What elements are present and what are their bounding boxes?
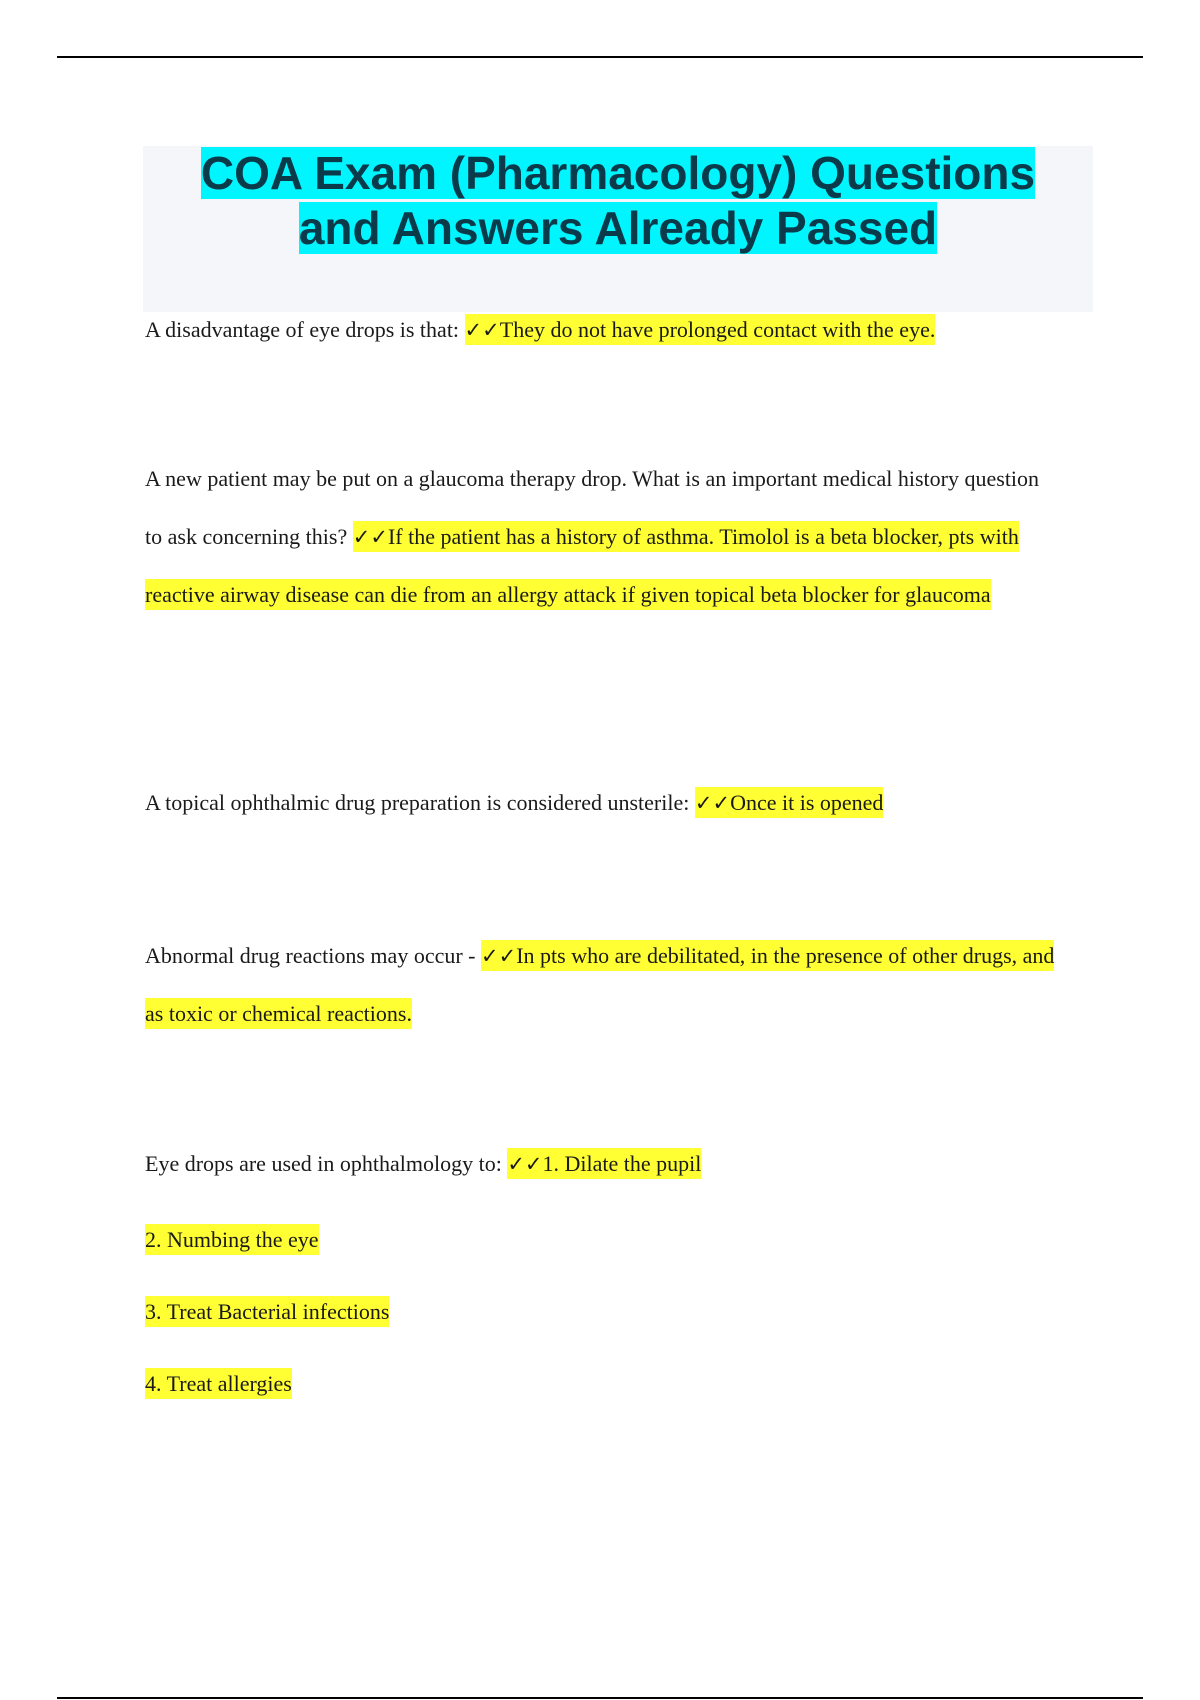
answer-text: 3. Treat Bacterial infections — [145, 1296, 389, 1327]
answer-list-item — [145, 1297, 389, 1327]
check-mark-icon: ✓✓ — [481, 944, 517, 968]
answer-text: 1. Dilate the pupil — [542, 1151, 702, 1176]
answer-list-item — [145, 1225, 319, 1255]
qa-item-4 — [145, 927, 1065, 1043]
qa-item-2 — [145, 450, 1045, 624]
header-rule — [57, 56, 1143, 58]
title-line-1: COA Exam (Pharmacology) Questions — [200, 147, 1036, 199]
qa-item-5 — [145, 1135, 1065, 1193]
check-mark-icon: ✓✓ — [352, 525, 388, 549]
title-line-2: and Answers Already Passed — [298, 202, 938, 254]
answer-text: 4. Treat allergies — [145, 1368, 292, 1399]
answer-text: In pts who are debilitated, in the presence of other drugs, and as toxic or chemical reactions. — [145, 943, 1055, 1026]
document-title — [143, 146, 1093, 256]
question-text: A topical ophthalmic drug preparation is considered unsterile: — [145, 790, 695, 815]
qa-item-1 — [145, 301, 1065, 359]
check-mark-icon: ✓✓ — [464, 318, 500, 342]
answer-highlight — [507, 1148, 701, 1179]
answer-text: They do not have prolonged contact with the eye. — [499, 317, 936, 342]
answer-highlight — [465, 314, 936, 345]
check-mark-icon: ✓✓ — [694, 791, 731, 815]
question-text: A new patient may be put on a glaucoma therapy drop. What is an important medical history question to ask concerning this? — [145, 466, 1040, 549]
question-text: Abnormal drug reactions may occur - — [145, 943, 481, 968]
check-mark-icon: ✓✓ — [507, 1152, 543, 1176]
answer-text: If the patient has a history of asthma. Timolol is a beta blocker, pts with reactive airway disease can die from an allergy attack if given topical beta blocker for glaucoma — [145, 524, 1019, 607]
answer-text: 2. Numbing the eye — [145, 1224, 319, 1255]
answer-list-item — [145, 1369, 292, 1399]
question-text: A disadvantage of eye drops is that: — [145, 317, 465, 342]
title-block — [143, 146, 1093, 312]
answer-highlight — [695, 787, 884, 818]
question-text: Eye drops are used in ophthalmology to: — [145, 1151, 508, 1176]
footer-rule — [57, 1697, 1143, 1699]
answer-text: Once it is opened — [730, 790, 884, 815]
qa-item-3 — [145, 774, 1065, 832]
